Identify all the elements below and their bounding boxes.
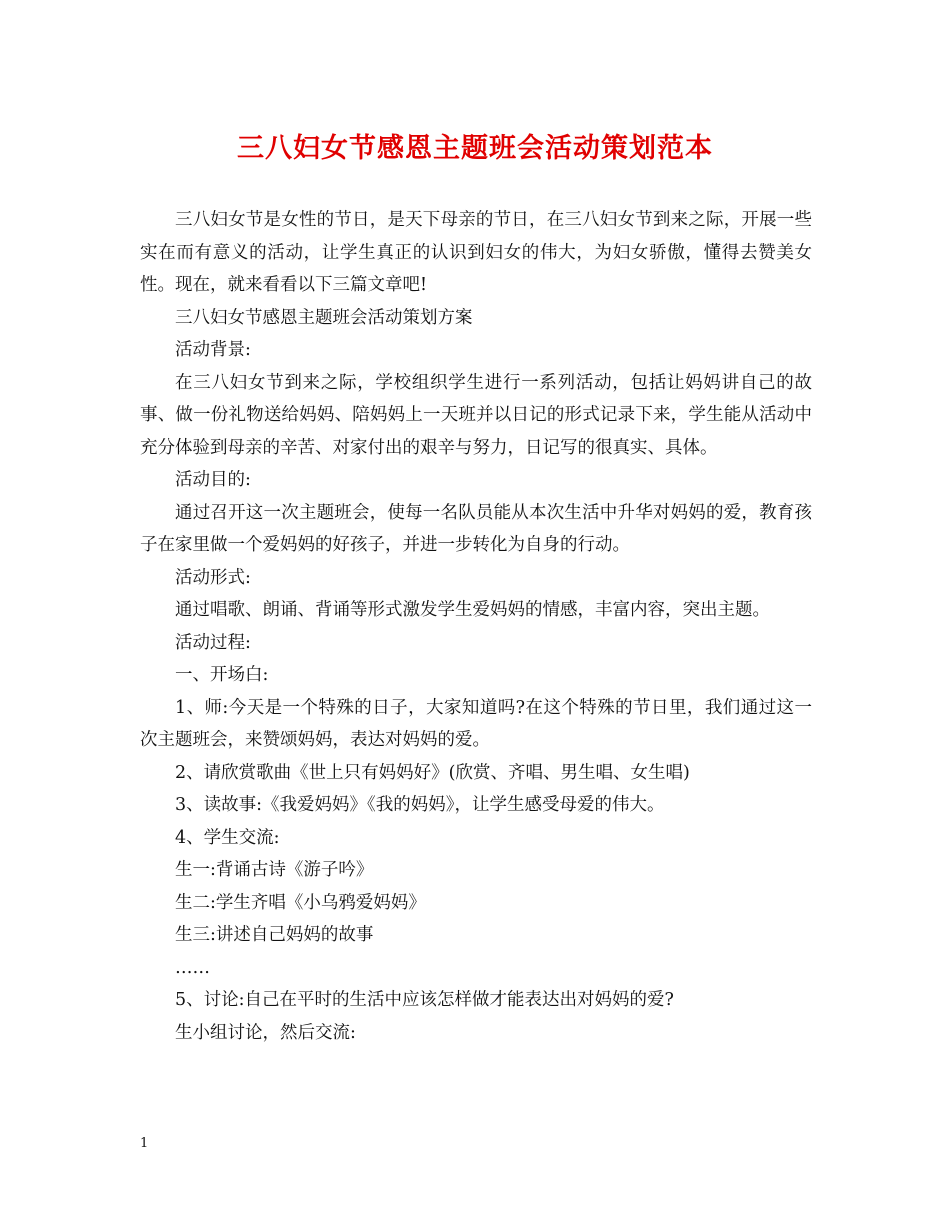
paragraph-discussion: 生小组讨论，然后交流: <box>175 1022 356 1043</box>
heading-background: 活动背景: <box>175 340 251 360</box>
student-item-2: 生二:学生齐唱《小乌鸦爱妈妈》 <box>175 892 426 913</box>
paragraph-purpose: 通过召开这一次主题班会，使每一名队员能从本次生活中升华对妈妈的爱，教育孩子在家里做一个爱妈妈的好孩子，并进一步转化为自身的行动。 <box>140 502 812 555</box>
list-item-2: 2、请欣赏歌曲《世上只有妈妈好》(欣赏、齐唱、男生唱、女生唱) <box>175 762 690 783</box>
list-item-3: 3、读故事:《我爱妈妈》《我的妈妈》，让学生感受母爱的伟大。 <box>175 795 665 815</box>
paragraph-intro: 三八妇女节是女性的节日，是天下母亲的节日，在三八妇女节到来之际，开展一些实在而有意义的活动，让学生真正的认识到妇女的伟大，为妇女骄傲，懂得去赞美女性。现在，就来看看以下三篇文章吧! <box>140 210 812 295</box>
paragraph-plan-title: 三八妇女节感恩主题班会活动策划方案 <box>175 307 473 328</box>
student-item-1: 生一:背诵古诗《游子吟》 <box>175 860 374 880</box>
heading-format: 活动形式: <box>175 567 251 588</box>
paragraph-format: 通过唱歌、朗诵、背诵等形式激发学生爱妈妈的情感，丰富内容，突出主题。 <box>175 600 770 620</box>
list-item-4: 4、学生交流: <box>175 827 280 848</box>
page-number: 1 <box>140 1136 149 1151</box>
paragraph-background: 在三八妇女节到来之际，学校组织学生进行一系列活动，包括让妈妈讲自己的故事、做一份礼物送给妈妈、陪妈妈上一天班并以日记的形式记录下来，学生能从活动中充分体验到母亲的辛苦、对家付出的艰辛与努力，日记写的很真实、具体。 <box>140 372 812 458</box>
heading-opening: 一、开场白: <box>175 665 269 685</box>
document-body <box>140 204 812 1049</box>
ellipsis-line: …… <box>175 957 210 978</box>
heading-process: 活动过程: <box>175 632 251 653</box>
student-item-3: 生三:讲述自己妈妈的故事 <box>175 925 374 945</box>
list-item-1: 1、师:今天是一个特殊的日子，大家知道吗?在这个特殊的节日里，我们通过这一次主题班会，来赞颂妈妈，表达对妈妈的爱。 <box>140 697 812 750</box>
document-title: 三八妇女节感恩主题班会活动策划范本 <box>237 133 713 164</box>
heading-purpose: 活动目的: <box>175 470 251 490</box>
list-item-5: 5、讨论:自己在平时的生活中应该怎样做才能表达出对妈妈的爱? <box>175 990 674 1010</box>
